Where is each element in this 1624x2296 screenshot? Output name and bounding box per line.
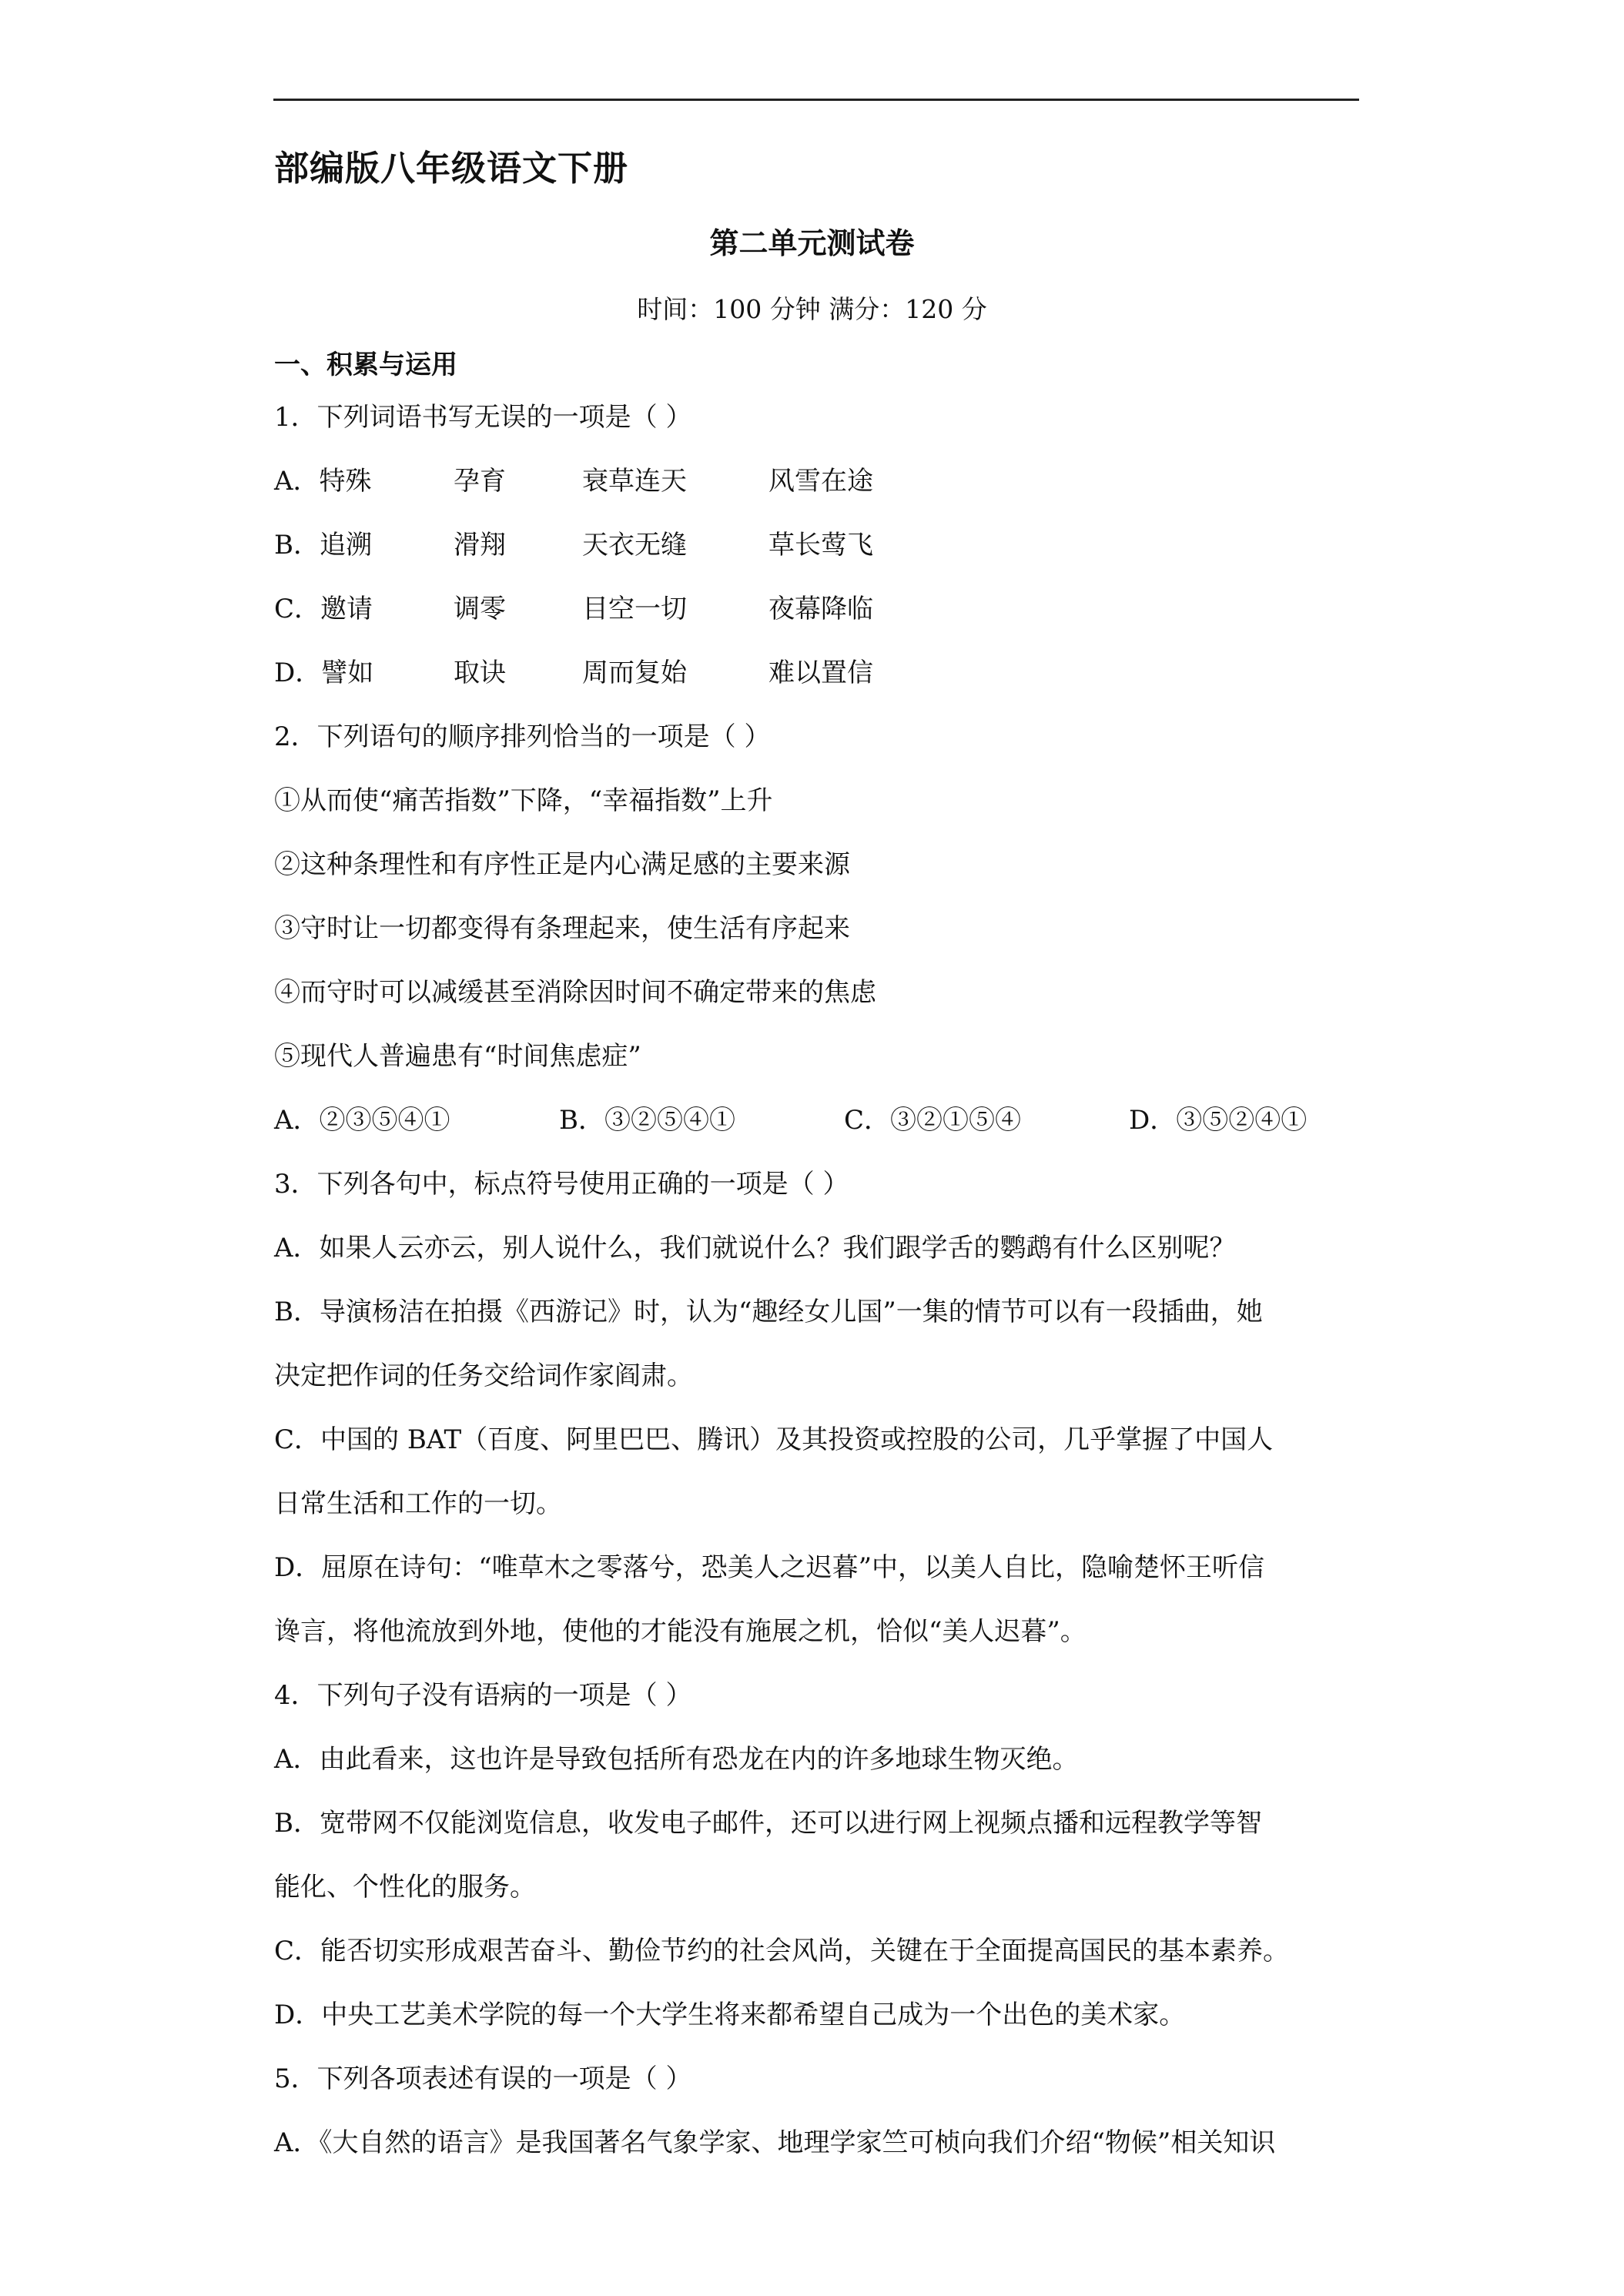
q2-sentence-4: ④而守时可以减缓甚至消除因时间不确定带来的焦虑 (274, 977, 876, 1008)
header-rule (273, 99, 1359, 101)
q2-option-a: A．②③⑤④① (274, 1105, 450, 1136)
q1-d-word-2: 取诀 (454, 658, 506, 688)
q1-d-word-1: D．譬如 (274, 658, 374, 688)
question-4-stem: 4．下列句子没有语病的一项是（ ） (274, 1680, 692, 1711)
q2-sentence-2: ②这种条理性和有序性正是内心满足感的主要来源 (274, 849, 850, 880)
q3-option-c-line-2: 日常生活和工作的一切。 (274, 1488, 562, 1519)
q4-option-b-line-2: 能化、个性化的服务。 (274, 1872, 536, 1903)
unit-title: 第二单元测试卷 (709, 226, 915, 260)
document-title: 部编版八年级语文下册 (274, 148, 629, 189)
q1-b-word-4: 草长莺飞 (768, 530, 873, 561)
q4-option-a: A．由此看来，这也许是导致包括所有恐龙在内的许多地球生物灭绝。 (274, 1744, 1079, 1775)
question-2-stem: 2．下列语句的顺序排列恰当的一项是（ ） (274, 721, 771, 752)
q3-option-b-line-2: 决定把作词的任务交给词作家阎肃。 (274, 1361, 693, 1391)
q2-sentence-5: ⑤现代人普遍患有“时间焦虑症” (274, 1041, 641, 1072)
q1-d-word-4: 难以置信 (768, 658, 873, 688)
q2-sentence-3: ③守时让一切都变得有条理起来，使生活有序起来 (274, 913, 850, 944)
q2-option-d: D．③⑤②④① (1129, 1105, 1308, 1136)
q3-option-b-line-1: B．导演杨洁在拍摄《西游记》时，认为“趣经女儿国”一集的情节可以有一段插曲，她 (274, 1297, 1263, 1327)
q1-c-word-1: C．邀请 (274, 594, 373, 624)
q1-a-word-2: 孕育 (454, 466, 506, 497)
q1-a-word-4: 风雪在途 (768, 466, 873, 497)
q4-option-d: D．中央工艺美术学院的每一个大学生将来都希望自己成为一个出色的美术家。 (274, 2000, 1186, 2030)
q2-option-b: B．③②⑤④① (559, 1105, 735, 1136)
q3-option-d-line-1: D．屈原在诗句：“唯草木之零落兮，恐美人之迟暮”中，以美人自比，隐喻楚怀王听信 (274, 1552, 1265, 1583)
question-3-stem: 3．下列各句中，标点符号使用正确的一项是（ ） (274, 1169, 849, 1200)
q1-b-word-2: 滑翔 (454, 530, 506, 561)
section-heading: 一、积累与运用 (274, 350, 457, 380)
question-5-stem: 5．下列各项表述有误的一项是（ ） (274, 2063, 692, 2094)
q1-c-word-2: 调零 (454, 594, 506, 624)
q1-d-word-3: 周而复始 (582, 658, 687, 688)
q4-option-c: C．能否切实形成艰苦奋斗、勤俭节约的社会风尚，关键在于全面提高国民的基本素养。 (274, 1936, 1290, 1966)
question-1-stem: 1．下列词语书写无误的一项是（ ） (274, 402, 692, 433)
q1-c-word-4: 夜幕降临 (768, 594, 873, 624)
time-score-info: 时间：100 分钟 满分：120 分 (637, 294, 987, 324)
q1-b-word-1: B．追溯 (274, 530, 372, 561)
q3-option-a: A．如果人云亦云，别人说什么，我们就说什么？我们跟学舌的鹦鹉有什么区别呢？ (274, 1233, 1236, 1263)
q3-option-c-line-1: C．中国的 BAT（百度、阿里巴巴、腾讯）及其投资或控股的公司，几乎掌握了中国人 (274, 1424, 1274, 1455)
q1-a-word-3: 衰草连天 (582, 466, 687, 497)
q1-b-word-3: 天衣无缝 (582, 530, 687, 561)
q1-a-word-1: A．特殊 (274, 466, 372, 497)
q2-sentence-1: ①从而使“痛苦指数”下降，“幸福指数”上升 (274, 785, 773, 816)
q4-option-b-line-1: B．宽带网不仅能浏览信息，收发电子邮件，还可以进行网上视频点播和远程教学等智 (274, 1808, 1262, 1839)
q2-option-c: C．③②①⑤④ (844, 1105, 1022, 1136)
q1-c-word-3: 目空一切 (582, 594, 687, 624)
q3-option-d-line-2: 谗言，将他流放到外地，使他的才能没有施展之机，恰似“美人迟暮”。 (274, 1616, 1087, 1647)
q5-option-a-line-1: A．《大自然的语言》是我国著名气象学家、地理学家竺可桢向我们介绍“物候”相关知识 (274, 2127, 1276, 2158)
